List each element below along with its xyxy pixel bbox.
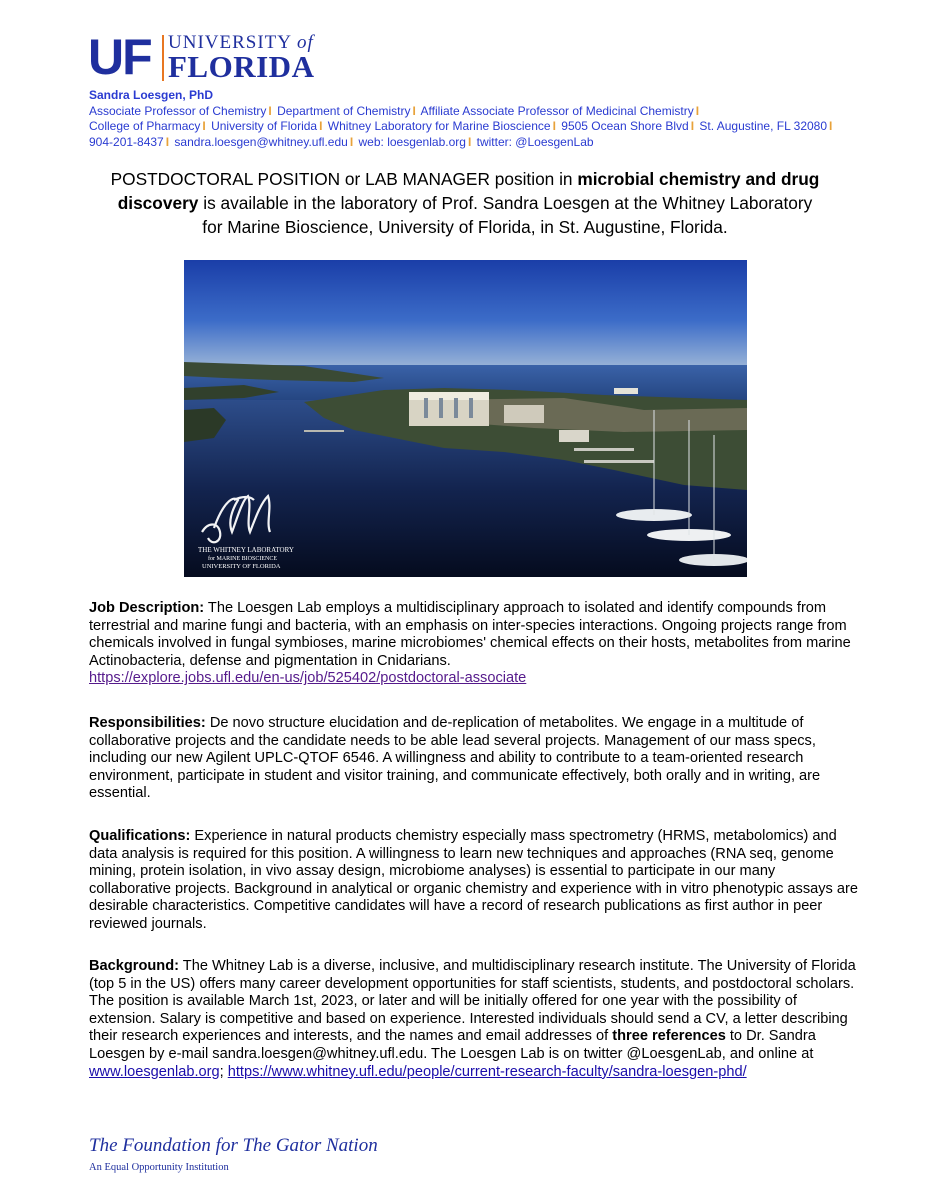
responsibilities-section: Responsibilities: De novo structure elucidation and de-replication of metabolites. We engage in a multitude of collaborative projects and the candidate needs to be able lead several projects. Management of our mass specs, including our new Agilent UPLC-QTOF 6546. A willingness and ability to contribute to a team-oriented research environment, participate in student and visitor training, and communicate effectively, both orally and in writing, are essential. xyxy=(89,715,821,802)
photo-caption-3: UNIVERSITY OF FLORIDA xyxy=(202,563,281,570)
contact-web[interactable]: web: loesgenlab.org xyxy=(358,134,466,149)
job-description-section: Job Description: The Loesgen Lab employs a multidisciplinary approach to isolated and identify compounds from terrestrial and marine fungi and bacteria, with an emphasis on inter-species interactions. Ongoing projects range from chemicals involved in fungal symbioses, marine microbiomes' chemical effects on their hosts, metabolites from marine Actinobacteria, defense and pigmentation in Cnidarians. https://explore.jobs.ufl.edu/en-us/job/525402/postdoctoral-associate xyxy=(89,600,851,687)
position-announcement: POSTDOCTORAL POSITION or LAB MANAGER position in microbial chemistry and drug discovery is available in the laboratory of Prof. Sandra Loesgen at the Whitney Laboratory for Marine Bioscience, University of Florida, in St. Augustine, Florida. xyxy=(110,169,820,237)
author-name: Sandra Loesgen, PhD xyxy=(89,88,214,102)
qualifications-section: Qualifications: Experience in natural products chemistry especially mass spectrometry (HRMS, metabolomics) and data analysis is required for this position. A willingness to learn new techniques and approaches (RNA seq, genome mining, protein isolation, in vivo assay design, microbiome analyses) is essential to participate in our many collaborative projects. Background in analytical or organic chemistry and experience with in vitro phenotypic assays are desirable characteristics. Competitive candidates will have a record of research publications as first author in peer reviewed journals. xyxy=(89,828,858,932)
logo-divider xyxy=(162,35,164,81)
logo-university: UNIVERSITY of xyxy=(168,32,314,53)
contact-details: Associate Professor of Chemistry I Department of Chemistry I Affiliate Associate Professor of Medicinal Chemistry I College of Pharmacy I University of Florida I Whitney Laboratory for Marine Bioscience I 9505 Ocean Shore Blvd I St. Augustine, FL 32080 I 904-201-8437 I sandra.loesgen@whitney.ufl.edu I web: loesgenlab.org I twitter: @LoesgenLab xyxy=(89,103,833,149)
uf-logo xyxy=(88,29,348,85)
photo-caption-1: THE WHITNEY LABORATORY xyxy=(198,546,294,554)
qualifications-heading: Qualifications: xyxy=(89,828,191,844)
background-section: Background: The Whitney Lab is a diverse, inclusive, and multidisciplinary research institute. The University of Florida (top 5 in the US) offers many career development opportunities for staff scientists, students, and postdoctoral scholars. The position is available March 1st, 2023, or later and will be initially offered for one year with the possibility of extension. Salary is competitive and based on experience. Interested individuals should send a CV, a letter describing their research experiences and interests, and the names and email addresses of three references to Dr. Sandra Loesgen by e-mail sandra.loesgen@whitney.ufl.edu. The Loesgen Lab is on twitter @LoesgenLab, and online at www.loesgenlab.org; https://www.whitney.ufl.edu/people/current-research-faculty/sandra-loesgen-phd/ xyxy=(89,958,856,1080)
photo-caption-2: for MARINE BIOSCIENCE xyxy=(208,556,277,562)
contact-header xyxy=(89,88,849,150)
loesgenlab-link[interactable]: www.loesgenlab.org xyxy=(89,1063,220,1080)
uf-mark: UF xyxy=(88,29,151,85)
whitney-lab-aerial-photo xyxy=(184,260,747,577)
contact-email[interactable]: sandra.loesgen@whitney.ufl.edu xyxy=(174,134,348,149)
responsibilities-heading: Responsibilities: xyxy=(89,715,206,731)
logo-florida: FLORIDA xyxy=(168,49,315,84)
whitney-faculty-link[interactable]: https://www.whitney.ufl.edu/people/current-research-faculty/sandra-loesgen-phd/ xyxy=(227,1063,747,1080)
job-description-heading: Job Description: xyxy=(89,600,205,616)
footer-eoi: An Equal Opportunity Institution xyxy=(89,1162,229,1173)
contact-twitter[interactable]: twitter: @LoesgenLab xyxy=(476,134,594,149)
background-heading: Background: xyxy=(89,958,179,974)
job-posting-link[interactable]: https://explore.jobs.ufl.edu/en-us/job/525402/postdoctoral-associate xyxy=(89,670,527,687)
footer-tagline: The Foundation for The Gator Nation xyxy=(89,1135,378,1156)
